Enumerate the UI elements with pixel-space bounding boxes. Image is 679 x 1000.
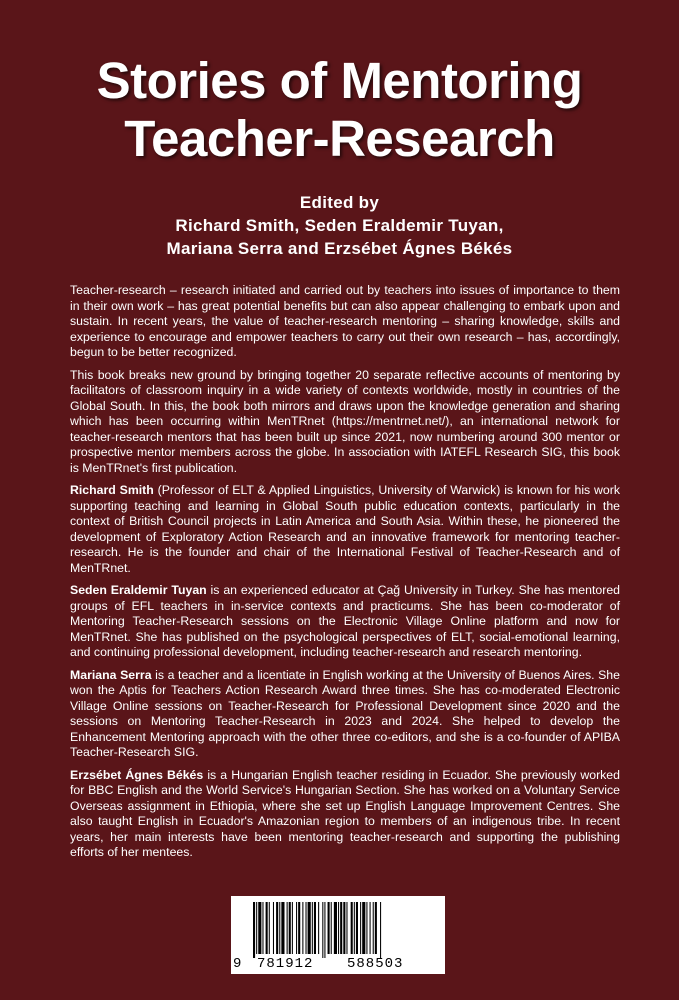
barcode-bar: [343, 902, 345, 954]
isbn-digits-left: 781912: [257, 956, 314, 972]
barcode-bar: [351, 902, 353, 954]
barcode-bar: [302, 902, 303, 954]
barcode-bar: [366, 902, 367, 954]
book-title: [0, 52, 679, 168]
barcode-bar: [338, 902, 339, 954]
barcode-bar: [266, 902, 268, 954]
bio-text: is an experienced educator at Çağ University in Turkey. She has mentored groups of EFL teachers in in-service contexts and practicums. She has been co-moderator of Mentoring Teacher-Research sessions on the Electronic Village Online platform and now for MenTRnet. She has published on the psychological perspectives of ELT, social-emotional learning, and continuing professional development, including teacher-research and research mentoring.: [70, 583, 620, 659]
barcode-bar: [292, 902, 293, 954]
bio-name: Mariana Serra: [70, 667, 152, 682]
bio-text: is a Hungarian English teacher residing in Ecuador. She previously worked for BBC English and the World Service's Hungarian Section. She has worked on a Voluntary Service Overseas assignment in Ethiopia, where she set up English Language Improvement Centres. She also taught English in Ecuador's Amazonian region to members of an indigenous tribe. In recent years, her main interests have been mentoring teacher-research and supporting the publishing efforts of her mentees.: [70, 767, 620, 859]
barcode-bar: [262, 902, 263, 954]
bio-erzsebet-agnes-bekes: [70, 768, 620, 861]
barcode-bar: [281, 902, 284, 954]
bio-name: Richard Smith: [70, 483, 154, 497]
barcode-bar: [287, 902, 288, 954]
barcode-bar: [318, 902, 319, 954]
barcode-bar: [258, 902, 261, 954]
barcode-bars: [241, 902, 435, 958]
barcode-bar: [296, 902, 297, 954]
barcode-bar: [354, 902, 355, 954]
barcode-bar: [328, 902, 330, 954]
barcode-bar: [373, 902, 374, 954]
bio-name: Erzsébet Ágnes Békés: [70, 767, 204, 782]
barcode-bar: [276, 902, 278, 954]
title-line-1: Stories of Mentoring: [96, 52, 583, 109]
barcode-bar: [340, 902, 342, 954]
barcode-bar: [360, 902, 361, 954]
blurb: [70, 283, 620, 868]
isbn-digits-right: 588503: [347, 956, 404, 972]
title-line-2: Teacher-Research: [124, 110, 555, 167]
barcode-bar: [256, 902, 257, 954]
intro-paragraph-1: Teacher-research – research initiated and carried out by teachers into issues of importance to them in their own work – has great potential benefits but can also appear challenging to embark upon and sustain. In recent years, the value of teacher-research mentoring – sharing knowledge, skills and experience to encourage and empower teachers to carry out their own research – has, accordingly, begun to be better recognized.: [70, 283, 620, 359]
bio-mariana-serra: [70, 668, 620, 761]
editors-line-2: Mariana Serra and Erzsébet Ágnes Békés: [166, 239, 513, 258]
intro-paragraph-2: This book breaks new ground by bringing together 20 separate reflective accounts of mentoring by facilitators of classroom inquiry in a wide variety of contexts worldwide, mostly in countries of the Global South. In this, the book both mirrors and draws upon the knowledge generation and sharing which has been occurring within MenTRnet (https://mentrnet.net/), an international network for teacher-research mentors that has been built up since 2021, now numbering around 300 mentor or prospective mentor members across the globe. In association with IATEFL Research SIG, this book is MenTRnet's first publication.: [70, 367, 620, 475]
editors-block: [0, 191, 679, 260]
barcode-bar: [362, 902, 365, 954]
barcode-bar: [269, 902, 270, 954]
barcode-bar: [289, 902, 291, 954]
isbn-number: [231, 956, 445, 972]
barcode-bar: [380, 902, 381, 958]
isbn-digit-prefix: 9: [233, 956, 243, 972]
edited-by-label: Edited by: [299, 193, 380, 212]
bio-richard-smith: [70, 483, 620, 576]
bio-text: is a teacher and a licentiate in English working at the University of Buenos Aires. She won the Aptis for Teachers Action Research Award three times. She has co-moderated Electronic Village Online sessions on Teacher-Research for Professional Development since 2020 and the sessions on Mentoring Teacher-Research in 2023 and 2024. She helped to develop the Enhancement Mentoring approach with the other three co-editors, and she is a co-founder of APIBA Teacher-Research SIG.: [70, 667, 620, 759]
barcode-bar: [375, 902, 377, 954]
bio-name: Seden Eraldemir Tuyan: [70, 583, 207, 597]
barcode-bar: [334, 902, 337, 954]
barcode-bar: [346, 902, 347, 954]
bio-seden-eraldemir-tuyan: [70, 583, 620, 661]
barcode-bar: [370, 902, 371, 954]
barcode-bar: [356, 902, 358, 954]
barcode-bar: [324, 902, 325, 958]
barcode-bar: [279, 902, 280, 954]
barcode-bar: [331, 902, 332, 954]
barcode-bar: [253, 902, 255, 958]
barcode-bar: [308, 902, 311, 954]
barcode-bar: [312, 902, 313, 954]
barcode-bar: [306, 902, 307, 954]
editors-line-1: Richard Smith, Seden Eraldemir Tuyan,: [175, 216, 504, 235]
barcode-bar: [314, 902, 316, 954]
isbn-barcode: [231, 896, 445, 974]
barcode-bar: [273, 902, 274, 954]
bio-text: (Professor of ELT & Applied Linguistics, University of Warwick) is known for his work supporting teaching and learning in Global South public education contexts, particularly in the context of British Council projects in Latin America and South Asia. Within these, he pioneered the development of Exploratory Action Research and an innovative framework for mentoring teacher-research. He is the founder and chair of the International Festival of Teacher-Research and of MenTRnet.: [70, 483, 620, 575]
barcode-bar: [322, 902, 323, 958]
barcode-bar: [298, 902, 300, 954]
